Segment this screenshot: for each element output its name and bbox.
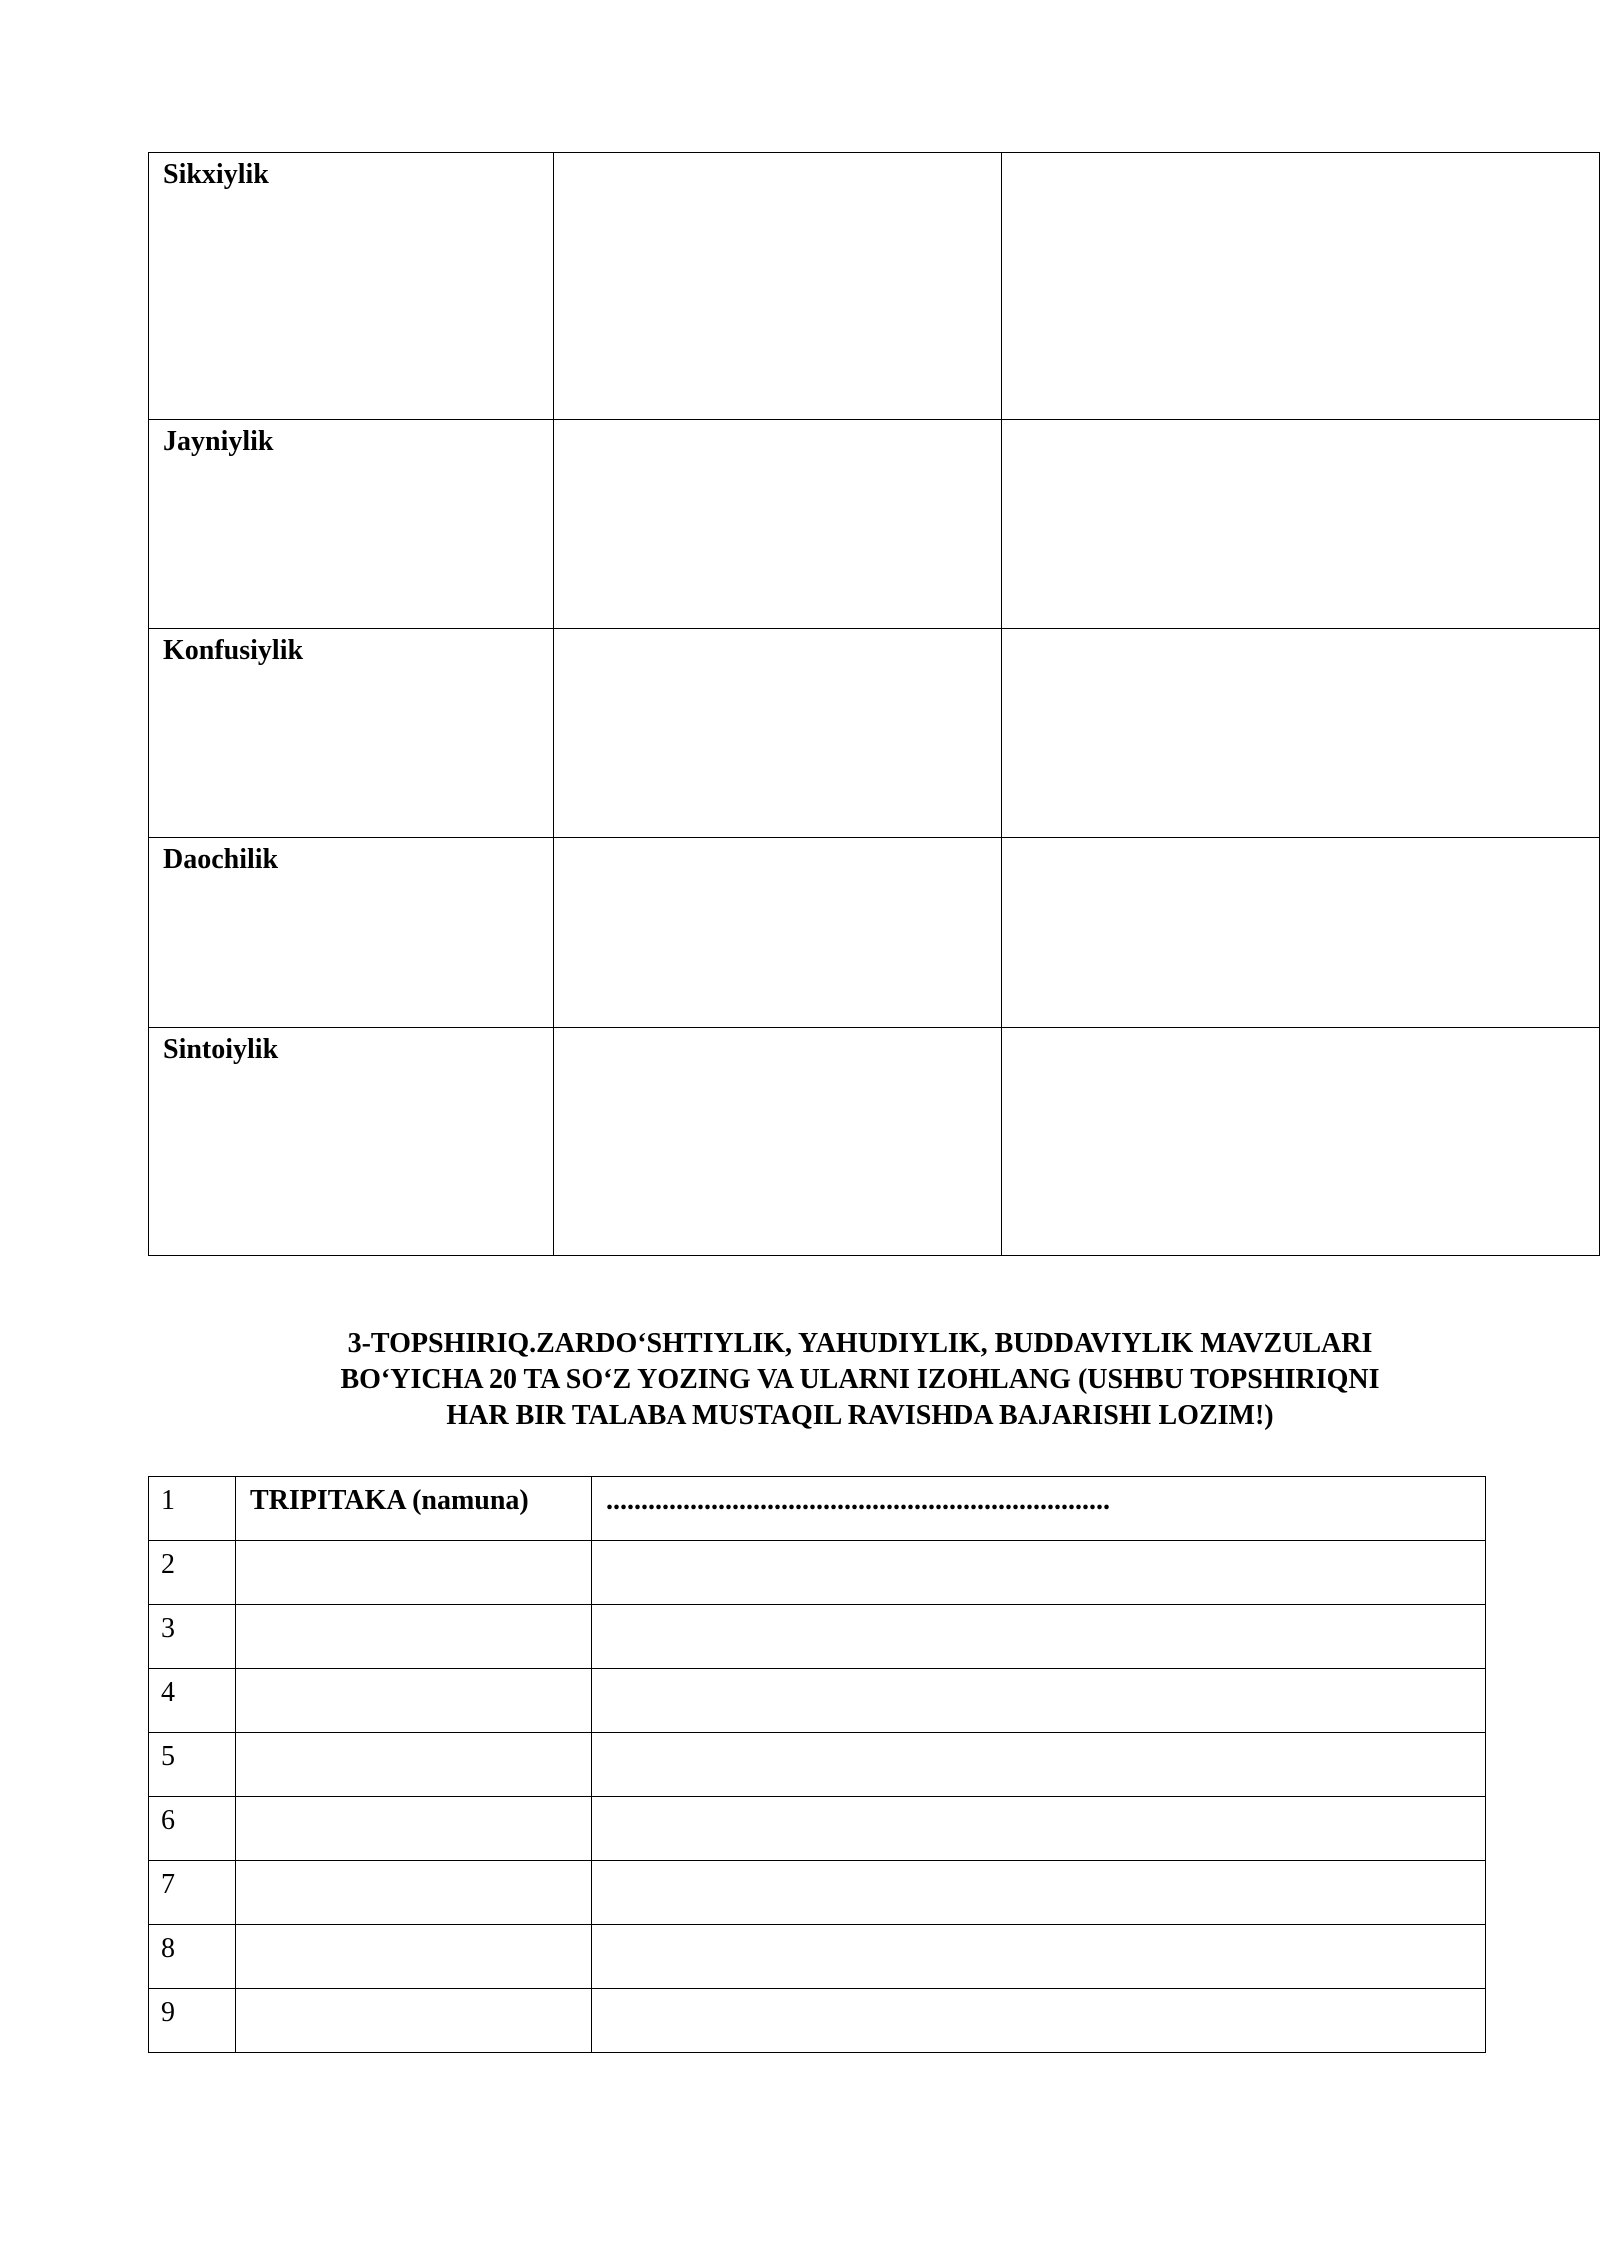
- row-number: 1: [161, 1485, 175, 1516]
- explanation-cell: [592, 1989, 1486, 2053]
- empty-cell: [554, 838, 1002, 1028]
- explanation-cell: [592, 1733, 1486, 1797]
- explanation-text: ........................................................................: [606, 1485, 1110, 1516]
- term-text: [236, 1925, 591, 1933]
- row-number-cell: [149, 1541, 236, 1605]
- table-row: [149, 1028, 1600, 1256]
- explanation-text: [592, 1925, 1485, 1933]
- row-number: 8: [161, 1933, 175, 1964]
- explanation-text: [592, 1541, 1485, 1549]
- term-text: TRIPITAKA (namuna): [250, 1485, 529, 1516]
- term-text: [236, 1861, 591, 1869]
- term-text: [236, 1541, 591, 1549]
- row-number-cell: [149, 1925, 236, 1989]
- table-row: [149, 420, 1600, 629]
- explanation-cell: [592, 1797, 1486, 1861]
- term-cell: [236, 1477, 592, 1541]
- table-row: [149, 1733, 1486, 1797]
- row-number-cell: [149, 1797, 236, 1861]
- term-cell: [236, 1669, 592, 1733]
- term-cell: [236, 1733, 592, 1797]
- religion-name-cell: [149, 629, 554, 838]
- explanation-text: [592, 1797, 1485, 1805]
- empty-cell: [554, 153, 1002, 420]
- row-number: 7: [161, 1869, 175, 1900]
- religion-name: Sintoiylik: [163, 1034, 279, 1065]
- row-number-cell: [149, 1669, 236, 1733]
- row-number: 5: [161, 1741, 175, 1772]
- row-number-cell: [149, 1477, 236, 1541]
- explanation-cell: [592, 1925, 1486, 1989]
- heading-line: HAR BIR TALABA MUSTAQIL RAVISHDA BAJARISHI LOZIM!): [446, 1400, 1274, 1431]
- explanation-text: [592, 1669, 1485, 1677]
- empty-cell: [1002, 420, 1600, 629]
- term-cell: [236, 1541, 592, 1605]
- empty-cell: [554, 420, 1002, 629]
- term-text: [236, 1989, 591, 1997]
- explanation-text: [592, 1605, 1485, 1613]
- explanation-text: [592, 1861, 1485, 1869]
- table-row: [149, 1861, 1486, 1925]
- row-number-cell: [149, 1733, 236, 1797]
- table-row: [149, 1605, 1486, 1669]
- task-heading: [230, 1326, 1490, 1434]
- table-row: [149, 1477, 1486, 1541]
- row-number-cell: [149, 1989, 236, 2053]
- row-number-cell: [149, 1861, 236, 1925]
- explanation-cell: [592, 1669, 1486, 1733]
- explanation-cell: [592, 1605, 1486, 1669]
- explanation-cell: [592, 1477, 1486, 1541]
- religions-table: [148, 152, 1600, 1256]
- empty-cell: [554, 629, 1002, 838]
- explanation-text: [592, 1989, 1485, 1997]
- table-row: [149, 153, 1600, 420]
- table-row: [149, 1797, 1486, 1861]
- term-text: [236, 1797, 591, 1805]
- religion-name: Sikxiylik: [163, 159, 269, 190]
- term-cell: [236, 1797, 592, 1861]
- heading-line: 3-TOPSHIRIQ.ZARDO‘SHTIYLIK, YAHUDIYLIK, BUDDAVIYLIK MAVZULARI: [347, 1328, 1373, 1359]
- empty-cell: [1002, 838, 1600, 1028]
- religion-name-cell: [149, 1028, 554, 1256]
- term-cell: [236, 1605, 592, 1669]
- religion-name: Konfusiylik: [163, 635, 304, 666]
- explanation-cell: [592, 1541, 1486, 1605]
- religion-name: Jayniylik: [163, 426, 274, 457]
- term-cell: [236, 1861, 592, 1925]
- religion-name-cell: [149, 420, 554, 629]
- term-text: [236, 1669, 591, 1677]
- empty-cell: [554, 1028, 1002, 1256]
- empty-cell: [1002, 153, 1600, 420]
- table-row: [149, 838, 1600, 1028]
- table-row: [149, 1669, 1486, 1733]
- explanation-text: [592, 1733, 1485, 1741]
- table-row: [149, 1541, 1486, 1605]
- words-table: [148, 1476, 1486, 2053]
- row-number-cell: [149, 1605, 236, 1669]
- religion-name-cell: [149, 153, 554, 420]
- row-number: 3: [161, 1613, 175, 1644]
- empty-cell: [1002, 1028, 1600, 1256]
- term-text: [236, 1605, 591, 1613]
- row-number: 6: [161, 1805, 175, 1836]
- religion-name: Daochilik: [163, 844, 279, 875]
- empty-cell: [1002, 629, 1600, 838]
- term-cell: [236, 1989, 592, 2053]
- table-row: [149, 1989, 1486, 2053]
- row-number: 9: [161, 1997, 175, 2028]
- religion-name-cell: [149, 838, 554, 1028]
- heading-line: BO‘YICHA 20 TA SO‘Z YOZING VA ULARNI IZOHLANG (USHBU TOPSHIRIQNI: [340, 1364, 1380, 1395]
- row-number: 4: [161, 1677, 175, 1708]
- term-cell: [236, 1925, 592, 1989]
- table-row: [149, 629, 1600, 838]
- explanation-cell: [592, 1861, 1486, 1925]
- table-row: [149, 1925, 1486, 1989]
- row-number: 2: [161, 1549, 175, 1580]
- term-text: [236, 1733, 591, 1741]
